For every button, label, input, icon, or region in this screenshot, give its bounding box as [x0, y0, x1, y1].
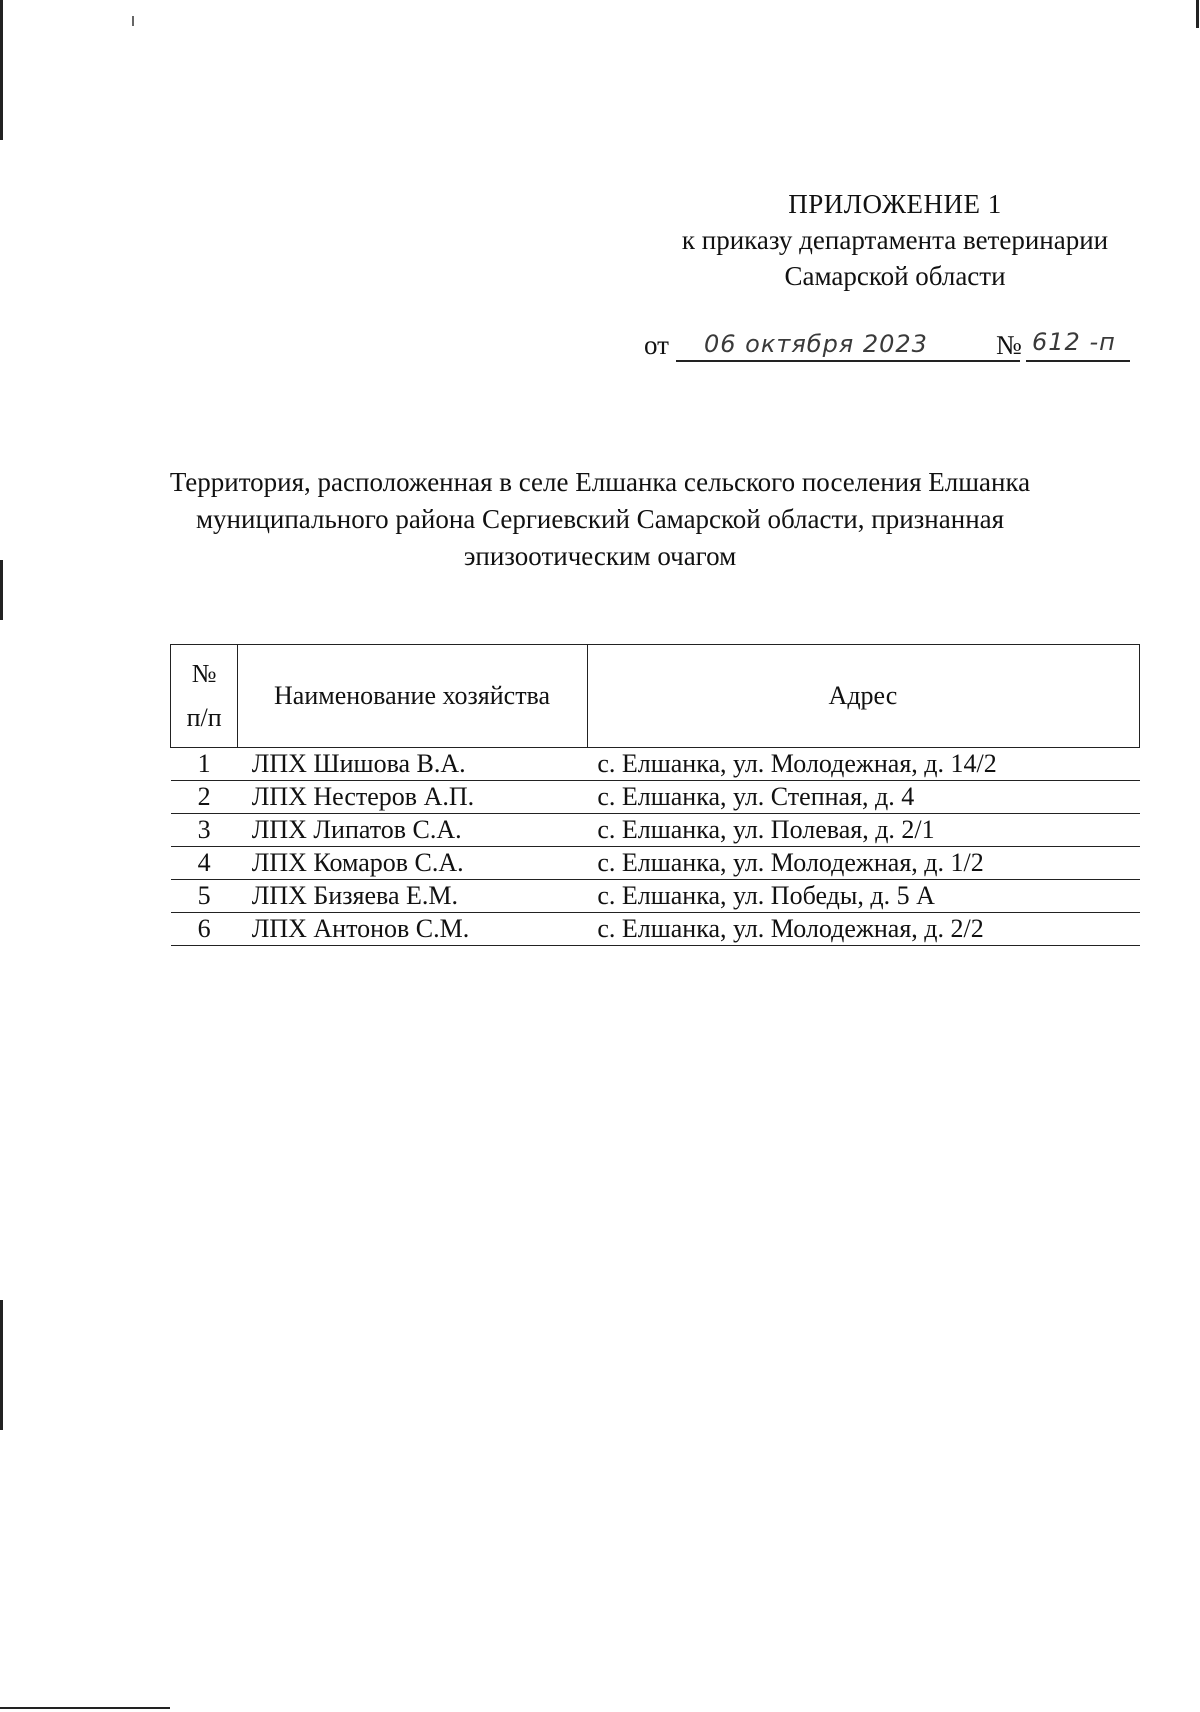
row-number: 1 [171, 748, 238, 781]
handwritten-date: 06 октября 2023 [704, 330, 928, 358]
table-row [171, 814, 1140, 847]
handwritten-number: 612 -п [1032, 328, 1116, 356]
header-number-sign: № [191, 659, 217, 688]
farm-address: с. Елшанка, ул. Молодежная, д. 14/2 [587, 748, 1139, 781]
table-row [171, 880, 1140, 913]
header-number [171, 645, 238, 748]
farm-name: ЛПХ Бизяева Е.М. [238, 880, 588, 913]
farm-address: с. Елшанка, ул. Степная, д. 4 [587, 781, 1139, 814]
table-row [171, 913, 1140, 946]
row-number: 5 [171, 880, 238, 913]
farm-name: ЛПХ Комаров С.А. [238, 847, 588, 880]
farm-name: ЛПХ Шишова В.А. [238, 748, 588, 781]
document-title [150, 464, 1050, 575]
number-label: № [996, 330, 1022, 360]
title-line-1: Территория, расположенная в селе Елшанка сельского поселения Елшанка [169, 467, 1031, 497]
scan-edge-mark [0, 0, 3, 140]
scan-edge-mark [0, 560, 3, 620]
farms-table [170, 644, 1140, 946]
scan-edge-mark [132, 16, 134, 26]
row-number: 3 [171, 814, 238, 847]
scan-edge-mark [0, 1707, 170, 1709]
row-number: 4 [171, 847, 238, 880]
date-underline [676, 360, 1020, 362]
header-number-pp: п/п [186, 703, 222, 732]
number-underline [1026, 360, 1130, 362]
table-row [171, 847, 1140, 880]
date-label: от [644, 330, 669, 360]
appendix-header [660, 186, 1130, 294]
table-header-row [171, 645, 1140, 748]
farm-name: ЛПХ Нестеров А.П. [238, 781, 588, 814]
appendix-region: Самарской области [784, 261, 1006, 291]
row-number: 2 [171, 781, 238, 814]
appendix-title: ПРИЛОЖЕНИЕ 1 [788, 189, 1002, 219]
farm-name: ЛПХ Липатов С.А. [238, 814, 588, 847]
scan-edge-mark [0, 1300, 3, 1430]
farm-address: с. Елшанка, ул. Молодежная, д. 2/2 [587, 913, 1139, 946]
farm-address: с. Елшанка, ул. Молодежная, д. 1/2 [587, 847, 1139, 880]
table-row [171, 781, 1140, 814]
farm-address: с. Елшанка, ул. Победы, д. 5 А [587, 880, 1139, 913]
appendix-order-reference: к приказу департамента ветеринарии [681, 225, 1109, 255]
header-address: Адрес [587, 645, 1139, 748]
farm-address: с. Елшанка, ул. Полевая, д. 2/1 [587, 814, 1139, 847]
order-date-line [640, 326, 1130, 366]
row-number: 6 [171, 913, 238, 946]
table-row [171, 748, 1140, 781]
header-farm-name: Наименование хозяйства [238, 645, 588, 748]
title-line-2: муниципального района Сергиевский Самарской области, признанная [195, 504, 1005, 534]
scan-edge-mark [1196, 0, 1199, 28]
farm-name: ЛПХ Антонов С.М. [238, 913, 588, 946]
title-line-3: эпизоотическим очагом [463, 541, 737, 571]
